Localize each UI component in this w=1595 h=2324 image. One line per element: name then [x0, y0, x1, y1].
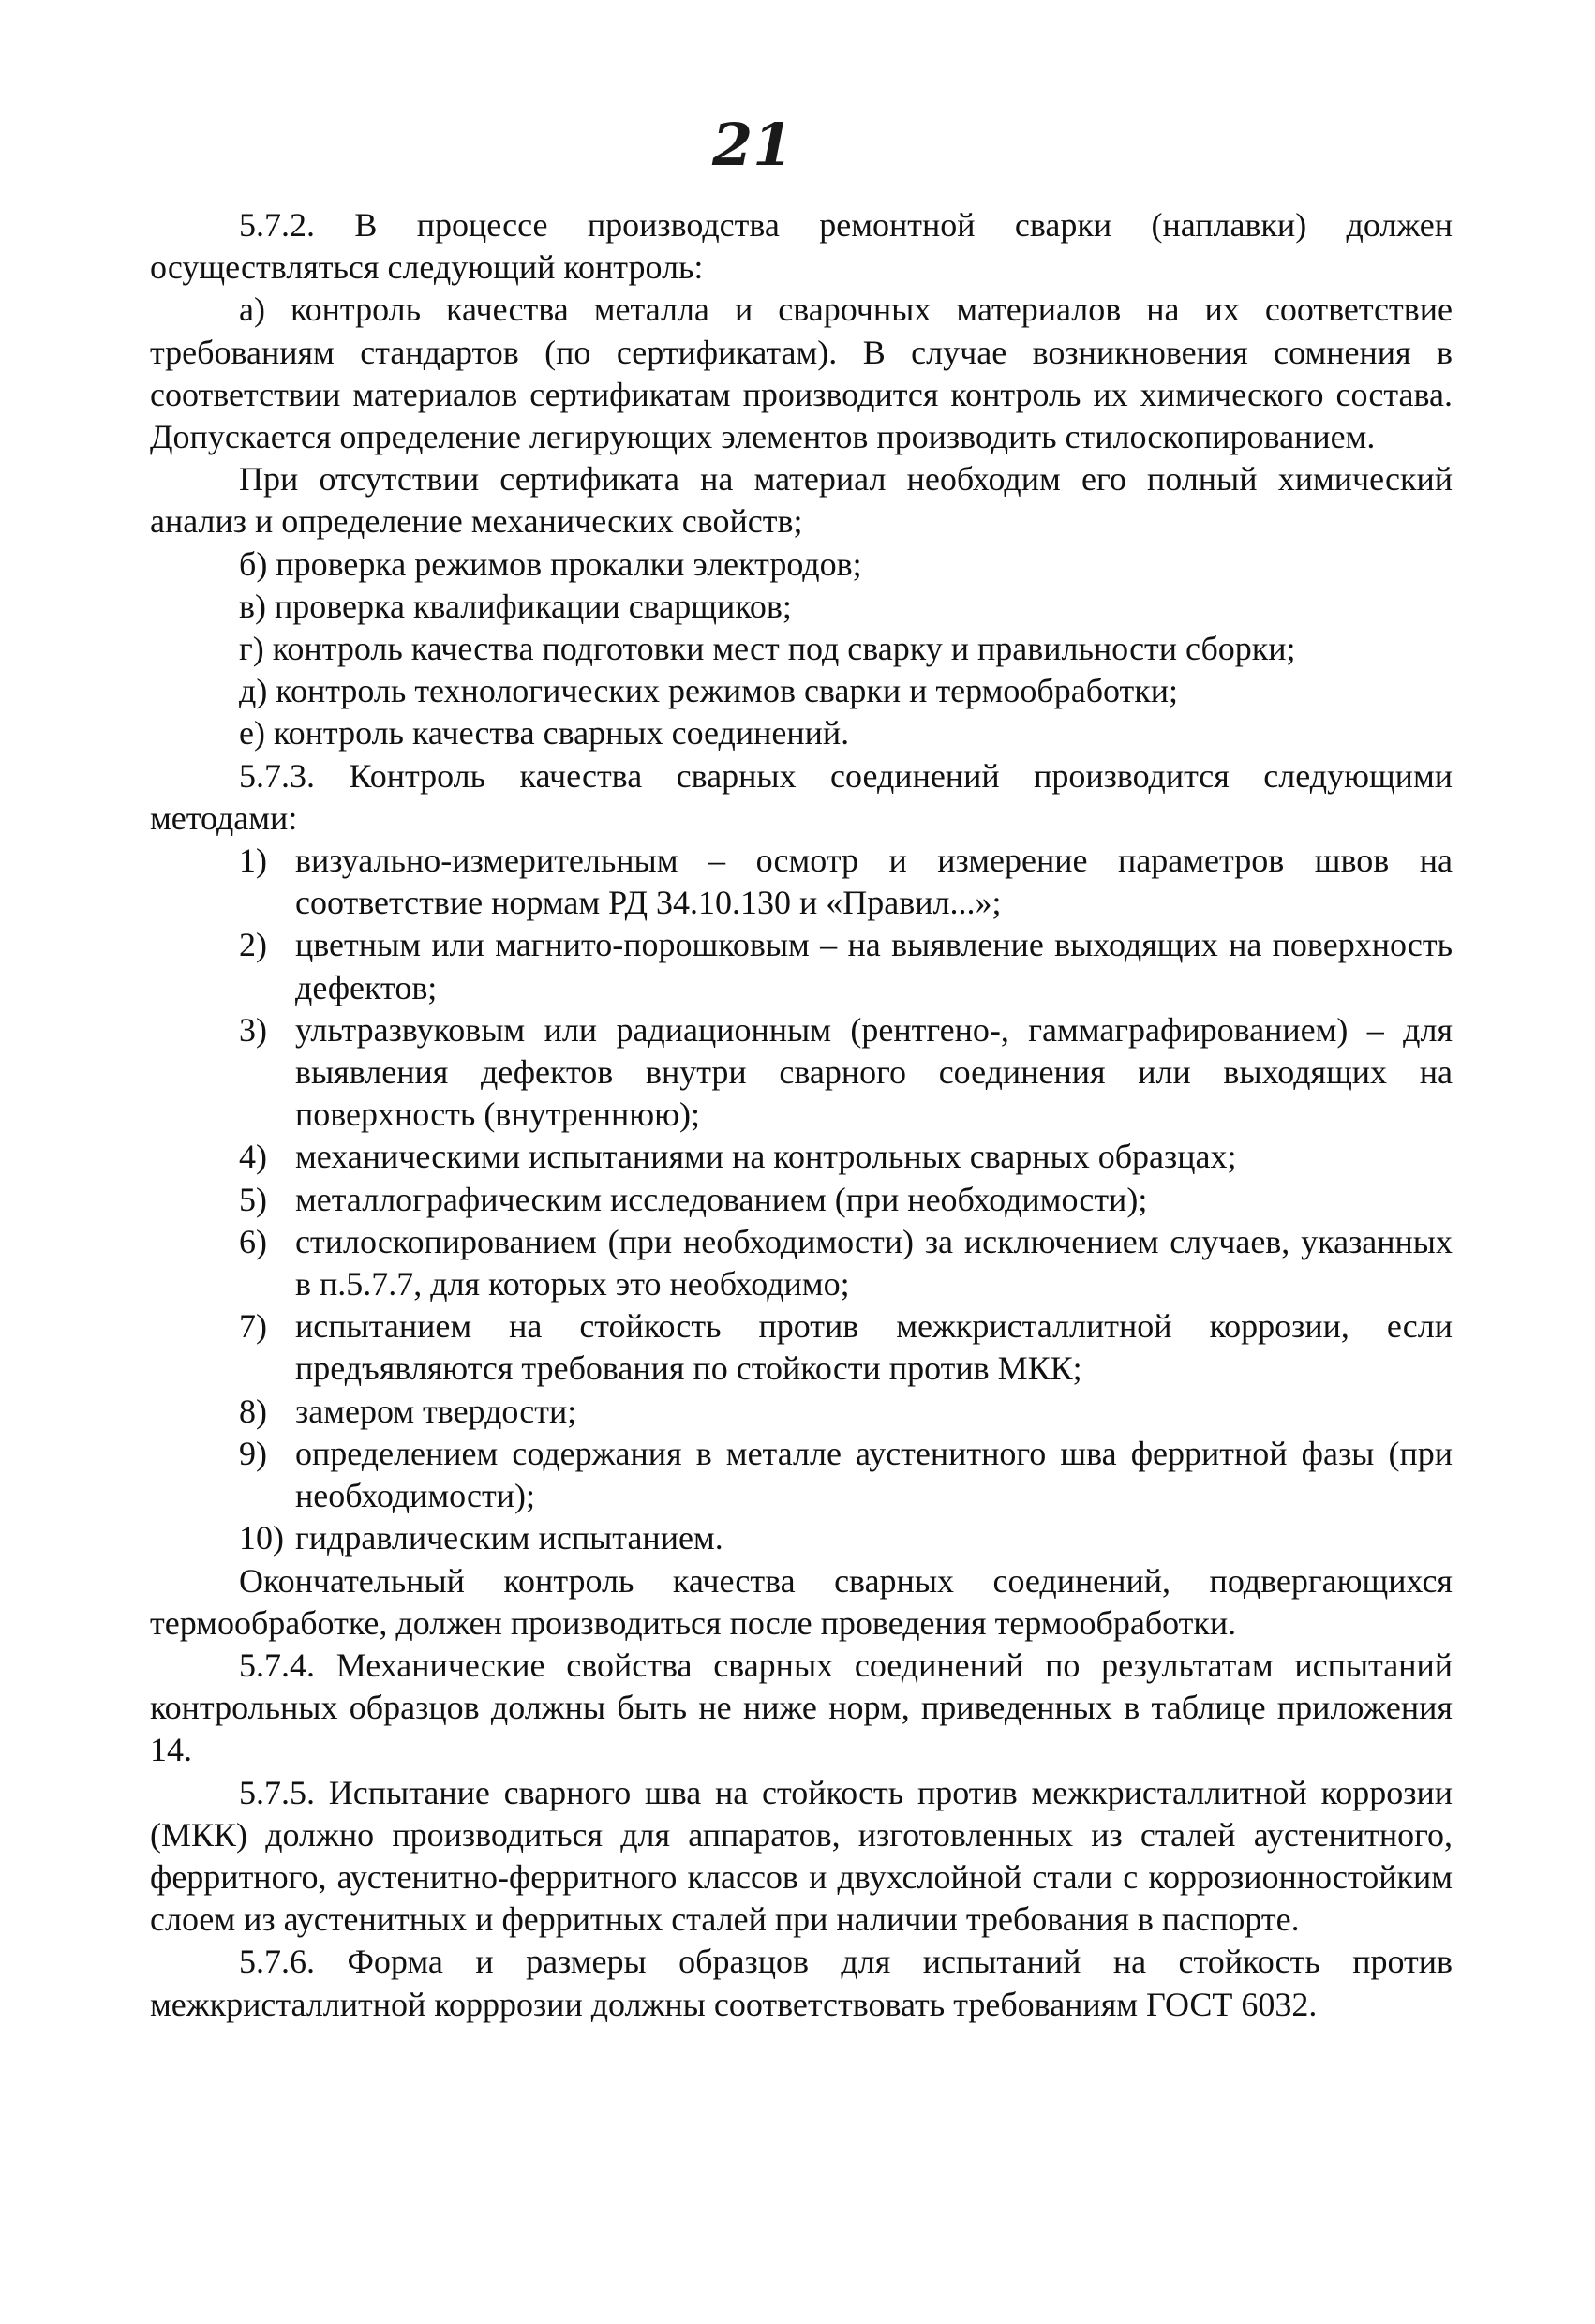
- list-item-text: стилоскопированием (при необходимости) за исключением случаев, указанных в п.5.7.7, для которых это необходимо;: [295, 1222, 1453, 1304]
- paragraph-final-control: Окончательный контроль качества сварных соединений, подвергающихся термообработке, должен производиться после проведения термообработки.: [150, 1561, 1453, 1642]
- list-item: [150, 1221, 1453, 1305]
- list-item-number: 6): [239, 1222, 267, 1260]
- paragraph-5-7-4: 5.7.4. Механические свойства сварных соединений по результатам испытаний контрольных образцов должны быть не ниже норм, приведенных в таблице приложения 14.: [150, 1646, 1453, 1769]
- list-item: [150, 1009, 1453, 1137]
- list-item-number: 7): [239, 1307, 267, 1346]
- list-item: [150, 1517, 1453, 1559]
- paragraph-5-7-3: 5.7.3. Контроль качества сварных соединений производится следующими методами:: [150, 756, 1453, 837]
- item-v: в) проверка квалификации сварщиков;: [239, 587, 792, 625]
- page-number: 21: [712, 111, 794, 179]
- list-item: [150, 924, 1453, 1008]
- list-item: [150, 1433, 1453, 1517]
- list-item-number: 9): [239, 1434, 267, 1472]
- paragraph-5-7-6: 5.7.6. Форма и размеры образцов для испытаний на стойкость против межкристаллитной корррозии должны соответствовать требованиям ГОСТ 6032.: [150, 1943, 1453, 2023]
- list-item: [150, 1136, 1453, 1178]
- list-item-text: гидравлическим испытанием.: [295, 1519, 723, 1557]
- list-item-number: 8): [239, 1392, 267, 1430]
- item-g: г) контроль качества подготовки мест под сварку и правильности сборки;: [239, 630, 1296, 668]
- paragraph-5-7-5: 5.7.5. Испытание сварного шва на стойкость против межкристаллитной коррозии (МКК) должно производиться для аппаратов, изготовленных из сталей аустенитного, ферритного, аустенитно-ферритного классов и двухслойной стали с коррозионностойким слоем из аустенитных и ферритных сталей при наличии требования в паспорте.: [150, 1773, 1453, 1939]
- list-item-number: 2): [239, 926, 267, 964]
- list-item: [150, 1179, 1453, 1221]
- paragraph-no-certificate: При отсутствии сертификата на материал необходим его полный химический анализ и определение механических свойств;: [150, 460, 1453, 541]
- list-item-number: 5): [239, 1180, 267, 1218]
- item-e: е) контроль качества сварных соединений.: [239, 714, 850, 752]
- list-item-text: замером твердости;: [295, 1392, 577, 1430]
- list-item: [150, 1391, 1453, 1433]
- list-item-text: металлографическим исследованием (при необходимости);: [295, 1180, 1148, 1218]
- list-item-text: определением содержания в металле аустенитного шва ферритной фазы (при необходимости);: [295, 1434, 1453, 1515]
- list-item-number: 3): [239, 1010, 267, 1049]
- list-item: [150, 1305, 1453, 1390]
- list-item-text: визуально-измерительным – осмотр и измерение параметров швов на соответствие нормам РД 34.10.130 и «Правил...»;: [295, 842, 1453, 922]
- list-item-number: 10): [239, 1519, 284, 1557]
- item-b: б) проверка режимов прокалки электродов;: [239, 544, 862, 583]
- document-body: [150, 204, 1453, 2026]
- list-item-text: испытанием на стойкость против межкристаллитной коррозии, если предъявляются требования по стойкости против МКК;: [295, 1307, 1453, 1388]
- list-item-text: цветным или магнито-порошковым – на выявление выходящих на поверхность дефектов;: [295, 926, 1453, 1006]
- list-item-text: механическими испытаниями на контрольных сварных образцах;: [295, 1138, 1237, 1176]
- paragraph-5-7-2: 5.7.2. В процессе производства ремонтной сварки (наплавки) должен осуществляться следующий контроль:: [150, 206, 1453, 287]
- list-item-number: 4): [239, 1138, 267, 1176]
- list-item-text: ультразвуковым или радиационным (рентгено-, гаммаграфированием) – для выявления дефектов внутри сварного соединения или выходящих на поверхность (внутреннюю);: [295, 1010, 1453, 1134]
- list-item: [150, 840, 1453, 924]
- item-d: д) контроль технологических режимов сварки и термообработки;: [239, 672, 1179, 710]
- item-a: а) контроль качества металла и сварочных материалов на их соответствие требованиям стандартов (по сертификатам). В случае возникновения сомнения в соответствии материалов сертификатам производится контроль их химического состава. Допускается определение легирующих элементов производить стилоскопированием.: [150, 290, 1453, 456]
- list-item-number: 1): [239, 842, 267, 880]
